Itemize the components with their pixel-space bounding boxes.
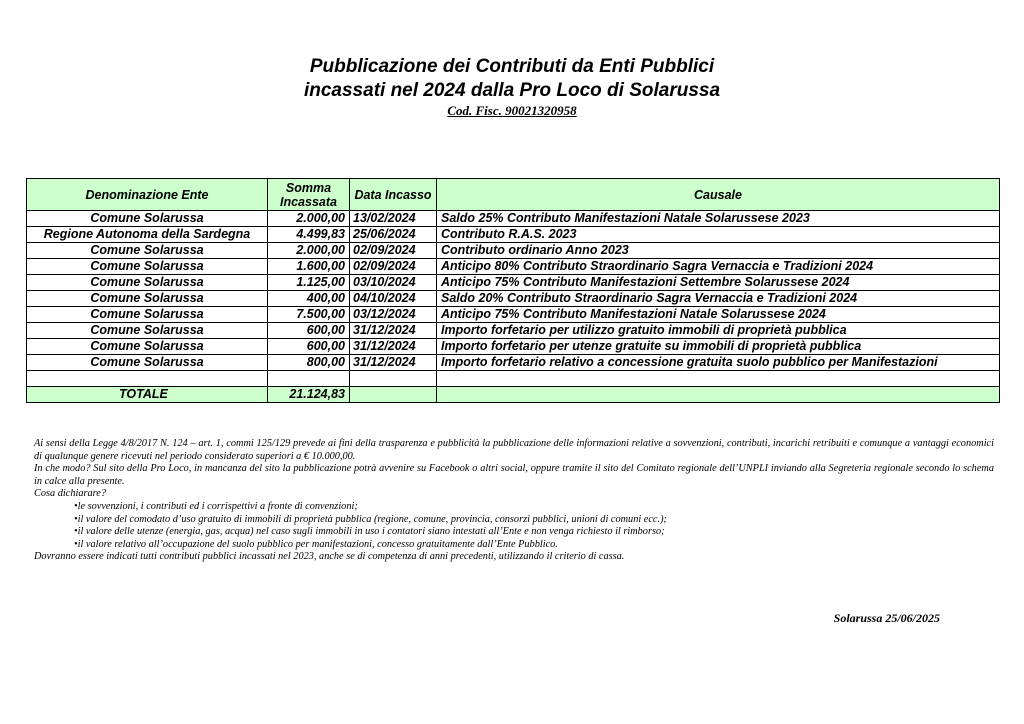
total-empty-cell [350,387,437,403]
list-item: • il valore relativo all’occupazione del suolo pubblico per manifestazioni, concesso gratuitamente dall’Ente Pubblico. [74,539,994,552]
total-empty-cell [437,387,1000,403]
cell-data: 31/12/2024 [350,355,437,371]
cell-data: 31/12/2024 [350,323,437,339]
cell-somma: 600,00 [268,339,350,355]
table-row [27,323,1000,339]
title-block [0,55,1024,119]
table-row [27,291,1000,307]
cell-data: 31/12/2024 [350,339,437,355]
empty-row [27,371,1000,387]
column-header-somma: Somma Incassata [268,179,350,211]
cell-somma: 4.499,83 [268,227,350,243]
page-title-line-1: Pubblicazione dei Contributi da Enti Pubblici [309,56,715,77]
fiscal-code: Cod. Fisc. 90021320958 [447,103,577,118]
cell-ente: Comune Solarussa [27,291,268,307]
notes-bullet-list [34,501,994,551]
place-date-signature: Solarussa 25/06/2025 [833,611,940,625]
empty-cell [437,371,1000,387]
cell-data: 02/09/2024 [350,243,437,259]
column-header-ente: Denominazione Ente [27,179,268,211]
cell-causale: Saldo 20% Contributo Straordinario Sagra Vernaccia e Tradizioni 2024 [437,291,1000,307]
cell-data: 02/09/2024 [350,259,437,275]
cell-somma: 7.500,00 [268,307,350,323]
table-header-row [27,179,1000,211]
cell-causale: Importo forfetario per utilizzo gratuito immobili di proprietà pubblica [437,323,1000,339]
list-item: • le sovvenzioni, i contributi ed i corrispettivi a fronte di convenzioni; [74,501,994,514]
total-row [27,387,1000,403]
table-row [27,227,1000,243]
cell-somma: 1.600,00 [268,259,350,275]
cell-ente: Comune Solarussa [27,275,268,291]
cell-data: 25/06/2024 [350,227,437,243]
cell-somma: 800,00 [268,355,350,371]
cell-somma: 2.000,00 [268,243,350,259]
table-row [27,211,1000,227]
cell-causale: Anticipo 80% Contributo Straordinario Sagra Vernaccia e Tradizioni 2024 [437,259,1000,275]
cell-ente: Comune Solarussa [27,259,268,275]
column-header-causale: Causale [437,179,1000,211]
notes-paragraph: Cosa dichiarare? [34,488,106,500]
cell-data: 13/02/2024 [350,211,437,227]
cell-causale: Contributo R.A.S. 2023 [437,227,1000,243]
cell-ente: Comune Solarussa [27,323,268,339]
notes-paragraph: Ai sensi della Legge 4/8/2017 N. 124 – art. 1, commi 125/129 prevede ai fini della trasparenza e pubblicità la pubblicazione delle informazioni relative a sovvenzioni, contributi, incarichi retribuiti e comunque a vantaggi economici di qualunque genere ricevuti nel periodo considerato superiori a € 10.000,00. [34,438,994,462]
table-row [27,275,1000,291]
cell-ente: Comune Solarussa [27,211,268,227]
legal-notes [34,438,994,564]
total-value: 21.124,83 [268,387,350,403]
empty-cell [27,371,268,387]
cell-ente: Regione Autonoma della Sardegna [27,227,268,243]
list-item: • il valore delle utenze (energia, gas, acqua) nel caso sugli immobili in uso i contatori siano intestati all’Ente e non venga richiesto il rimborso; [74,526,994,539]
cell-causale: Contributo ordinario Anno 2023 [437,243,1000,259]
cell-data: 03/12/2024 [350,307,437,323]
table-row [27,243,1000,259]
cell-somma: 2.000,00 [268,211,350,227]
cell-data: 03/10/2024 [350,275,437,291]
notes-paragraph: In che modo? Sul sito della Pro Loco, in mancanza del sito la pubblicazione potrà avvenire su Facebook o altri social, oppure tramite il sito del Comitato regionale dell’UNPLI inviando alla Segreteria regionale secondo lo schema in calce alla presente. [34,463,994,487]
empty-cell [350,371,437,387]
cell-causale: Importo forfetario relativo a concessione gratuita suolo pubblico per Manifestazioni [437,355,1000,371]
cell-ente: Comune Solarussa [27,307,268,323]
list-item: • il valore del comodato d’uso gratuito di immobili di proprietà pubblica (regione, comune, provincia, consorzi pubblici, unioni di comuni ecc.); [74,514,994,527]
cell-causale: Anticipo 75% Contributo Manifestazioni Settembre Solarussese 2024 [437,275,1000,291]
cell-somma: 400,00 [268,291,350,307]
cell-somma: 600,00 [268,323,350,339]
page-title-line-2: incassati nel 2024 dalla Pro Loco di Solarussa [303,80,721,101]
total-label: TOTALE [27,387,268,403]
cell-causale: Anticipo 75% Contributo Manifestazioni Natale Solarussese 2024 [437,307,1000,323]
contributions-table [26,178,1000,403]
cell-data: 04/10/2024 [350,291,437,307]
cell-causale: Importo forfetario per utenze gratuite su immobili di proprietà pubblica [437,339,1000,355]
cell-somma: 1.125,00 [268,275,350,291]
cell-causale: Saldo 25% Contributo Manifestazioni Natale Solarussese 2023 [437,211,1000,227]
table-row [27,355,1000,371]
cell-ente: Comune Solarussa [27,355,268,371]
notes-paragraph: Dovranno essere indicati tutti contributi pubblici incassati nel 2023, anche se di competenza di anni precedenti, utilizzando il criterio di cassa. [34,551,625,563]
empty-cell [268,371,350,387]
table-row [27,307,1000,323]
table-row [27,259,1000,275]
column-header-data: Data Incasso [350,179,437,211]
cell-ente: Comune Solarussa [27,339,268,355]
table-row [27,339,1000,355]
cell-ente: Comune Solarussa [27,243,268,259]
